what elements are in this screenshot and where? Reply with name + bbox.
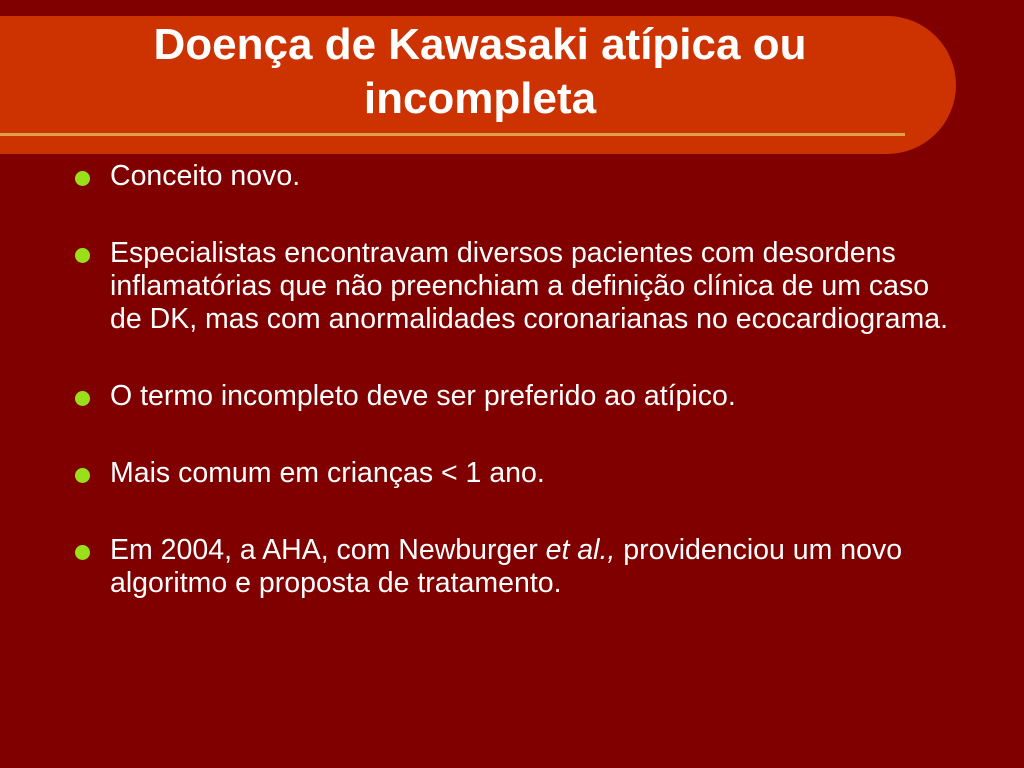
- bullet-text: Mais comum em crianças < 1 ano.: [110, 457, 545, 489]
- bullet-item: [72, 457, 952, 490]
- slide-title-line-1: Doença de Kawasaki atípica ou: [153, 20, 807, 69]
- bullet-item: [72, 380, 952, 413]
- bullet-text: O termo incompleto deve ser preferido ao atípico.: [110, 380, 736, 412]
- slide-title: [40, 18, 920, 126]
- bullet-text: Especialistas encontravam diversos pacientes com desordens inflamatórias que não preenchiam a definição clínica de um caso de DK, mas com anormalidades coronarianas no ecocardiograma.: [110, 237, 949, 335]
- slide-title-line-2: incompleta: [363, 74, 597, 123]
- bullet-text: Conceito novo.: [110, 160, 301, 192]
- bullet-dot-icon: [75, 391, 90, 406]
- bullet-item: [72, 160, 952, 193]
- bullet-item: [72, 237, 952, 336]
- bullet-text-after: providenciou um novo algoritmo e proposta de tratamento.: [110, 534, 903, 599]
- title-divider: [0, 133, 905, 136]
- bullet-dot-icon: [75, 171, 90, 186]
- bullet-text-italic: et al.,: [545, 534, 616, 566]
- bullet-dot-icon: [75, 468, 90, 483]
- bullet-dot-icon: [75, 248, 90, 263]
- bullet-item: [72, 534, 952, 600]
- bullet-text-before: Em 2004, a AHA, com Newburger: [110, 534, 546, 566]
- bullet-list: [72, 160, 952, 644]
- bullet-dot-icon: [75, 545, 90, 560]
